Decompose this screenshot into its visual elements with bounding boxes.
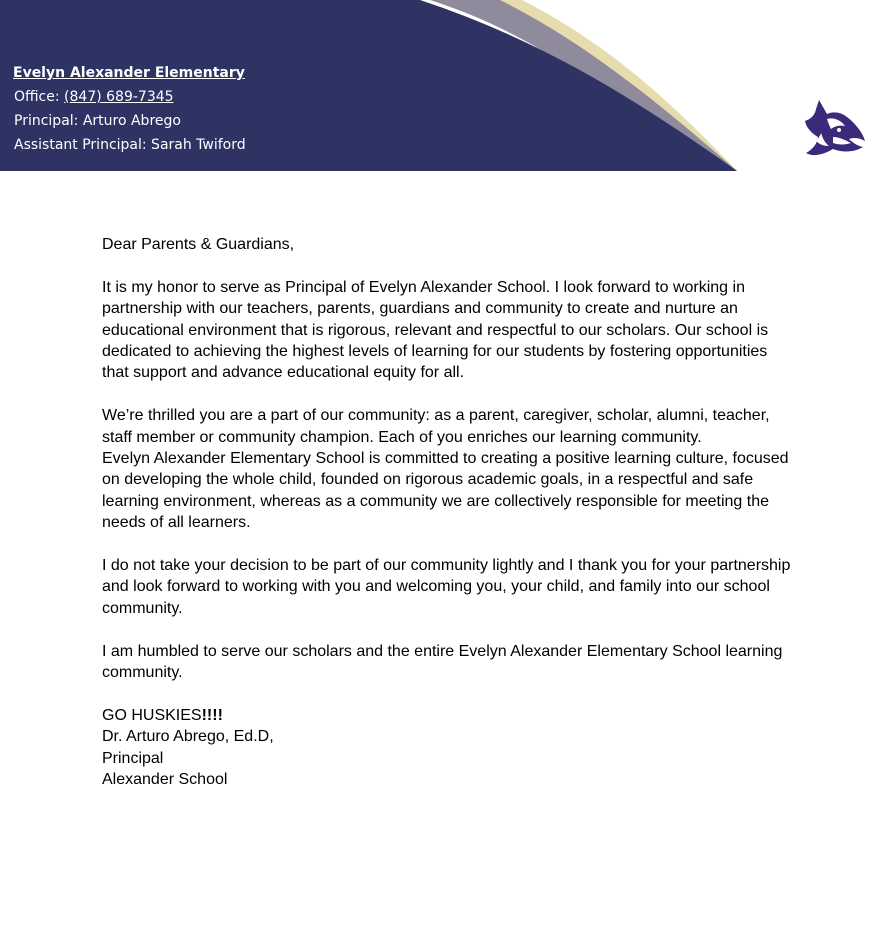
assistant-principal-line: Assistant Principal: Sarah Twiford	[14, 137, 246, 153]
paragraph-2	[102, 405, 792, 533]
office-label: Office:	[14, 89, 60, 105]
husky-logo-icon	[803, 97, 867, 159]
paragraph-2-part-2: Evelyn Alexander Elementary School is committed to creating a positive learning culture, focused on developing the whole child, founded on rigorous academic goals, in a respectful and safe learning environment, whereas as a community we are collectively responsible for meeting the needs of all learners.	[102, 450, 789, 532]
closing-exclamation: !!!!	[201, 706, 223, 724]
greeting: Dear Parents & Guardians,	[102, 236, 295, 253]
paragraph-1: It is my honor to serve as Principal of Evelyn Alexander School. I look forward to working in partnership with our teachers, parents, guardians and community to create and nurture an educational environment that is rigorous, relevant and respectful to our scholars. Our school is dedicated to achieving the highest levels of learning for our students by fostering opportunities that support and advance educational equity for all.	[102, 278, 769, 382]
office-line	[13, 86, 246, 110]
closing-text: GO HUSKIES	[102, 706, 202, 724]
signer-school: Alexander School	[102, 771, 228, 789]
closing-line	[102, 705, 792, 726]
letter-body	[102, 234, 792, 790]
school-name[interactable]: Evelyn Alexander Elementary	[13, 65, 245, 81]
paragraph-4: I am humbled to serve our scholars and the entire Evelyn Alexander Elementary School learning community.	[102, 642, 783, 682]
paragraph-3: I do not take your decision to be part of our community lightly and I thank you for your partnership and look forward to working with you and welcoming you, your child, and family into our school community.	[102, 557, 791, 617]
signer-name: Dr. Arturo Abrego, Ed.D,	[102, 728, 274, 746]
principal-line: Principal: Arturo Abrego	[14, 113, 181, 129]
signer-title: Principal	[102, 749, 164, 767]
school-contact-block	[13, 62, 246, 158]
office-phone-link[interactable]: (847) 689-7345	[64, 89, 174, 105]
paragraph-2-part-1: We’re thrilled you are a part of our community: as a parent, caregiver, scholar, alumni, teacher, staff member or community champion. Each of you enriches our learning community.	[102, 407, 770, 446]
